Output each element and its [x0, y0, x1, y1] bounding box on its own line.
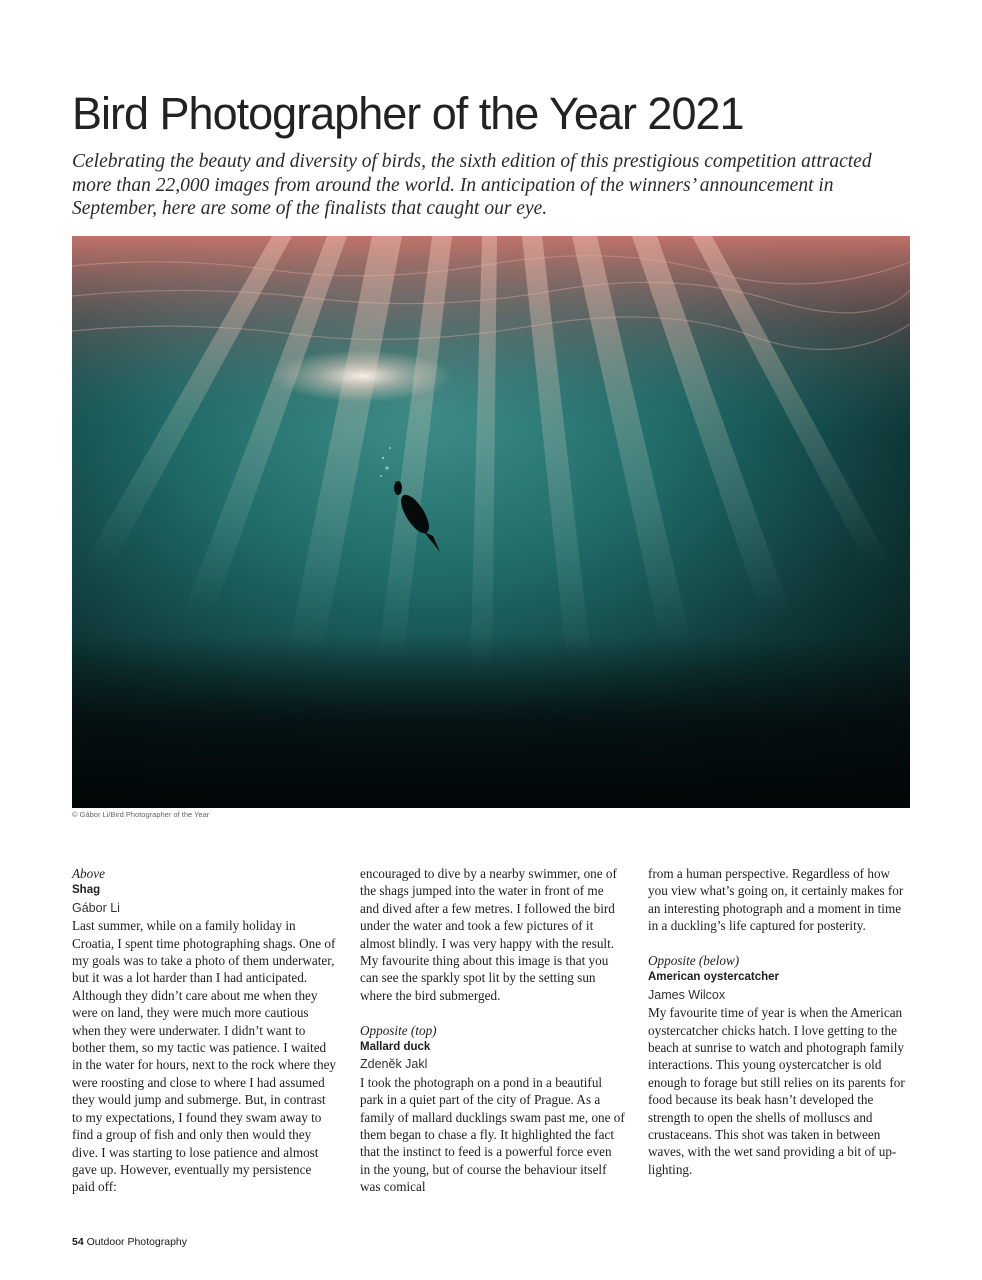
- page-number: 54: [72, 1236, 84, 1248]
- photo-credit: © Gábor Li/Bird Photographer of the Year: [72, 810, 210, 819]
- entry-photographer: Gábor Li: [72, 900, 120, 915]
- entry-species: Mallard duck: [360, 1041, 431, 1054]
- article-standfirst: Celebrating the beauty and diversity of birds, the sixth edition of this prestigious competition attracted more than 22,000 images from around the world. In anticipation of the winners’ announcement in September, here are some of the finalists that caught our eye.: [72, 151, 872, 219]
- entry-position-label: Opposite (below): [648, 953, 740, 969]
- article-title: Bird Photographer of the Year 2021: [72, 88, 744, 139]
- publication-name: Outdoor Photography: [86, 1236, 188, 1248]
- entry-body-text: Last summer, while on a family holiday in Croatia, I spent time photographing shags. One of my goals was to take a photo of them underwater, but it was a lot harder than I had anticipated. Although they didn’t care about me when they were on land, they were much more cautious when they were underwater. I didn’t want to bother them, so my tactic was patience. I waited in the water for hours, next to the rock where they were roosting and close to where I had assumed they would jump and submerge. But, in contrast to my expectations, I found they swam away to find a group of fish and only then would they dive. I was starting to lose patience and almost gave up. However, eventually my persistence paid off:: [72, 918, 337, 1195]
- entry-position-label: Above: [72, 866, 105, 881]
- entry-body-text-continued: encouraged to dive by a nearby swimmer, one of the shags jumped into the water in front of me and dived after a few metres. I followed the bird under the water and took a few pictures of it almost blindly. I was very happy with the result. My favourite thing about this image is that you can see the sparkly spot lit by the setting sun where the bird submerged.: [360, 866, 617, 1003]
- underwater-photo-illustration: [72, 236, 910, 808]
- entry-body-text-continued: from a human perspective. Regardless of how you view what’s going on, it certainly makes for an interesting photograph and a moment in time in a duckling’s life captured for posterity.: [648, 866, 904, 934]
- column-2: [360, 865, 625, 1196]
- column-3: [648, 865, 913, 1178]
- feature-photo: [72, 236, 910, 808]
- entry-photographer: James Wilcox: [648, 987, 726, 1002]
- column-1: [72, 865, 337, 1196]
- entry-photographer: Zdeněk Jakl: [360, 1057, 428, 1072]
- entry-body-text: My favourite time of year is when the American oystercatcher chicks hatch. I love getting to the beach at sunrise to watch and photograph family interactions. This young oystercatcher is old enough to forage but still relies on its parents for food because its beak hasn’t developed the strength to open the shells of molluscs and crustaceans. This shot was taken in between waves, with the wet sand providing a bit of up-lighting.: [648, 1005, 905, 1177]
- entry-body-text: I took the photograph on a pond in a beautiful park in a quiet part of the city of Prague. As a family of mallard ducklings swam past me, one of them began to chase a fly. It highlighted the fact that the instinct to feed is a powerful force even in the young, but of course the behaviour itself was comical: [360, 1074, 625, 1195]
- page-footer: [72, 1236, 187, 1248]
- entry-position-label: Opposite (top): [360, 1022, 437, 1038]
- entry-species: Shag: [72, 884, 101, 897]
- entry-species: American oystercatcher: [648, 971, 780, 984]
